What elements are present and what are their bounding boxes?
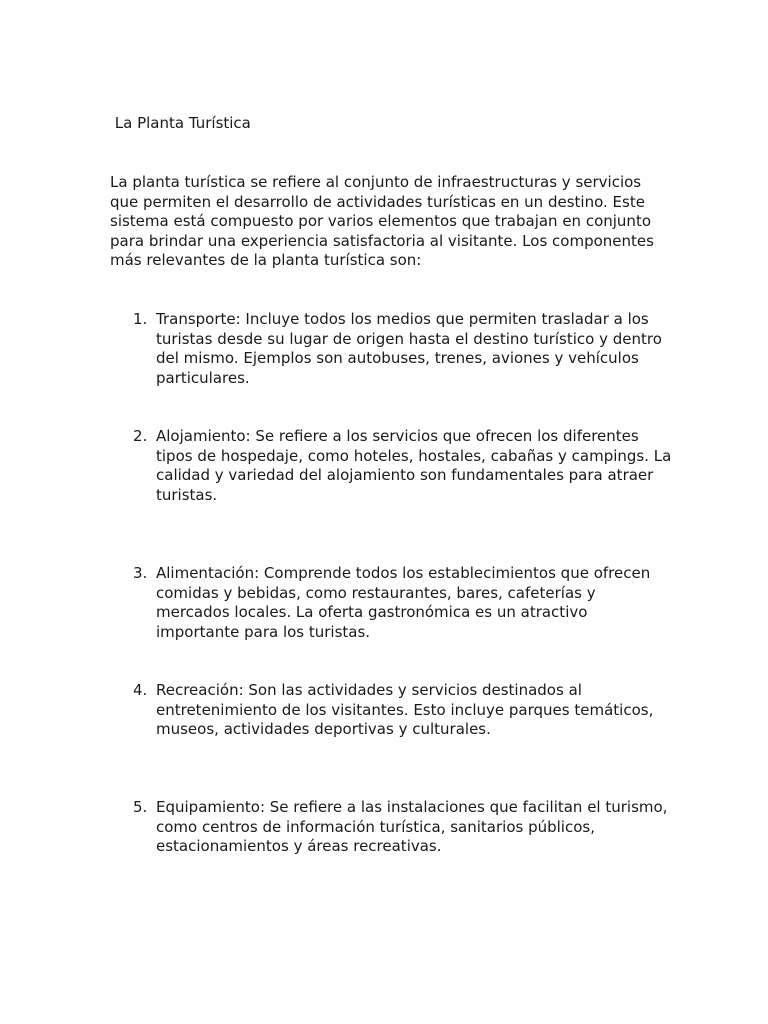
list-item	[133, 564, 673, 642]
list-item	[133, 798, 673, 857]
document-title: La Planta Turística	[110, 114, 251, 132]
list-item-text: Recreación: Son las actividades y servicios destinados al entretenimiento de los visitantes. Esto incluye parques temáticos, museos, actividades deportivas y culturales.	[156, 681, 654, 738]
list-item-text: Equipamiento: Se refiere a las instalaciones que facilitan el turismo, como centros de información turística, sanitarios públicos, estacionamientos y áreas recreativas.	[156, 798, 668, 855]
list-item	[133, 310, 673, 388]
list-item-number: 4.	[133, 681, 148, 699]
list-item-text: Alojamiento: Se refiere a los servicios que ofrecen los diferentes tipos de hospedaje, como hoteles, hostales, cabañas y campings. La calidad y variedad del alojamiento son fundamentales para atraer turistas.	[156, 427, 672, 504]
list-item	[133, 427, 673, 505]
list-item-number: 2.	[133, 427, 148, 445]
list-item-text: Transporte: Incluye todos los medios que permiten trasladar a los turistas desde su lugar de origen hasta el destino turístico y dentro del mismo. Ejemplos son autobuses, trenes, aviones y vehículos particulares.	[156, 310, 662, 387]
list-item-number: 5.	[133, 798, 148, 816]
intro-paragraph: La planta turística se refiere al conjunto de infraestructuras y servicios que permiten el desarrollo de actividades turísticas en un destino. Este sistema está compuesto por varios elementos que trabajan en conjunto para brindar una experiencia satisfactoria al visitante. Los componentes más relevantes de la planta turística son:	[110, 173, 654, 269]
list-item-number: 1.	[133, 310, 148, 328]
list-item-text: Alimentación: Comprende todos los establecimientos que ofrecen comidas y bebidas, como restaurantes, bares, cafeterías y mercados locales. La oferta gastronómica es un atractivo importante para los turistas.	[156, 564, 651, 641]
list-item	[133, 681, 673, 740]
list-item-number: 3.	[133, 564, 148, 582]
